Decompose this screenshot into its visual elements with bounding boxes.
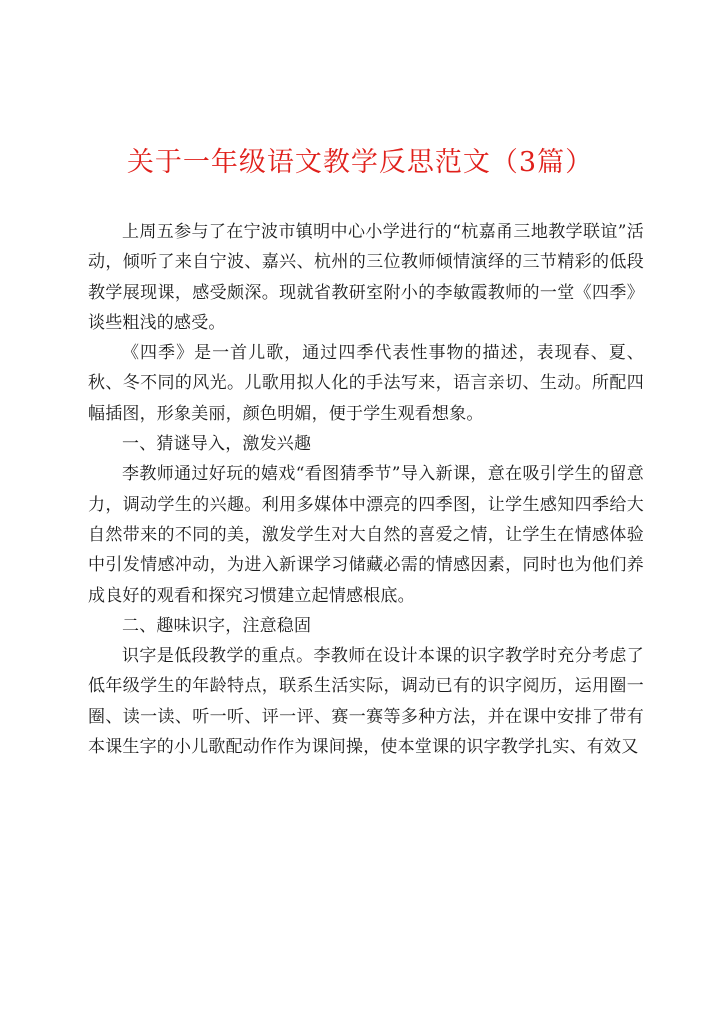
document-body (88, 217, 644, 762)
paragraph-section-2: 识字是低段教学的重点。李教师在设计本课的识字教学时充分考虑了低年级学生的年龄特点，联系生活实际，调动已有的识字阅历，运用圈一圈、读一读、听一听、评一评、赛一赛等多种方法，并在课中安排了带有本课生字的小儿歌配动作作为课间操，使本堂课的识字教学扎实、有效又 (88, 646, 644, 758)
section-heading-2: 二、趣味识字，注意稳固 (122, 615, 312, 636)
section-heading-1: 一、猜谜导入，激发兴趣 (122, 434, 312, 455)
paragraph-poem-summary: 《四季》是一首儿歌，通过四季代表性事物的描述，表现春、夏、秋、冬不同的风光。儿歌用拟人化的手法写来，语言亲切、生动。所配四幅插图，形象美丽，颜色明媚，便于学生观看想象。 (88, 343, 644, 424)
document-title: 关于一年级语文教学反思范文（3篇） (126, 147, 594, 178)
paragraph-section-1: 李教师通过好玩的嬉戏“看图猜季节”导入新课，意在吸引学生的留意力，调动学生的兴趣。利用多媒体中漂亮的四季图，让学生感知四季给大自然带来的不同的美，激发学生对大自然的喜爱之情，让学生在情感体验中引发情感冲动，为进入新课学习储藏必需的情感因素，同时也为他们养成良好的观看和探究习惯建立起情感根底。 (88, 464, 644, 606)
paragraph-intro: 上周五参与了在宁波市镇明中心小学进行的“杭嘉甬三地教学联谊”活动，倾听了来自宁波、嘉兴、杭州的三位教师倾情演绎的三节精彩的低段教学展现课，感受颇深。现就省教研室附小的李敏霞教师的一堂《四季》谈些粗浅的感受。 (88, 222, 644, 333)
